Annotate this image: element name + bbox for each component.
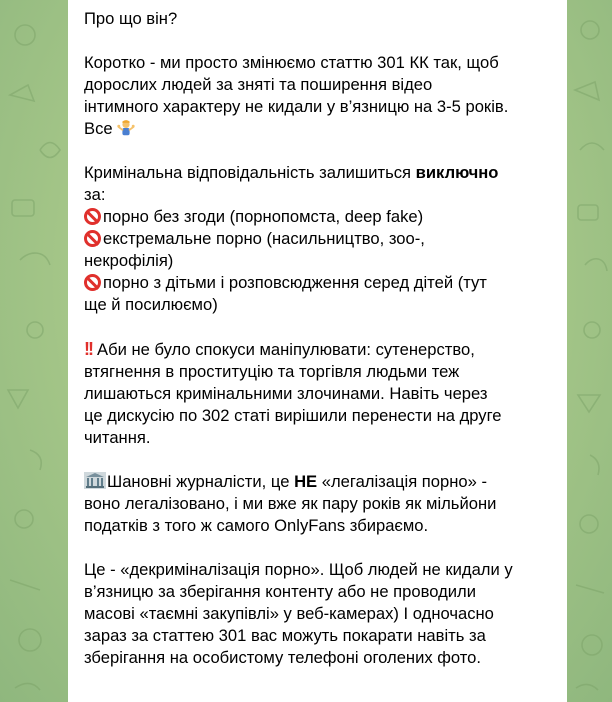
liability-paragraph: Кримінальна відповідальність залишиться виключно за: порно без згоди (порнопомста, deep fake) екстремальне порно (насильництво, зоо-, некрофілія) порно з дітьми і розповсюдження серед дітей (тут ще й посилюємо): [84, 163, 499, 314]
message-heading: Про що він?: [84, 9, 178, 28]
warning-paragraph: !! Аби не було спокуси маніпулювати: сутенерство, втягнення в проституцію та торгівля людьми теж лишаються кримінальними злочинами. Навіть через це дискусію по 302 статі вирішили перенести на друге читання.: [84, 339, 502, 447]
person-shrugging-icon: [117, 119, 135, 137]
prohibited-icon: [84, 274, 101, 291]
prohibited-icon: [84, 230, 101, 247]
prohibited-icon: [84, 208, 101, 225]
intro-paragraph: Коротко - ми просто змінюємо статтю 301 КК так, щоб дорослих людей за зняті та поширення відео інтимного характеру не кидали у в’язницю на 3-5 років. Все: [84, 53, 509, 138]
message-bubble: [68, 0, 567, 702]
double-exclamation-icon: !!: [84, 339, 92, 359]
decriminalization-paragraph: Це - «декриміналізація порно». Щоб людей не кидали у в’язницю за зберігання контенту або не проводили масові «таємні закупівлі» у веб-камерах) І одночасно зараз за статтею 301 вас можуть покарати навіть за зберігання на особистому телефоні оголених фото.: [84, 560, 513, 667]
journalists-paragraph: Шановні журналісти, це НЕ «легалізація порно» - воно легалізовано, і ми вже як пару років як мільйони податків з того ж самого OnlyFans збираємо.: [84, 472, 497, 535]
classical-building-icon: [84, 472, 106, 489]
